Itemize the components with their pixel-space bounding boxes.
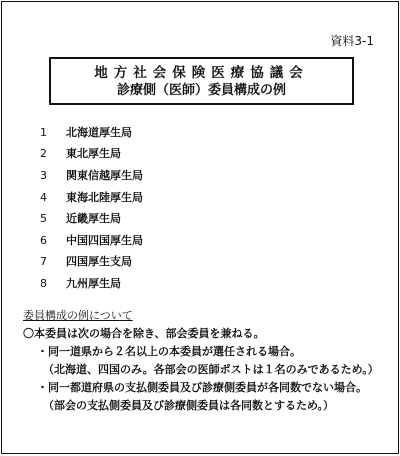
notes-bullet-2: ・同一都道府県の支払側委員及び診療側委員が各同数でない場合。 bbox=[37, 381, 367, 394]
item-number: 1 bbox=[40, 125, 47, 139]
list-item bbox=[40, 230, 143, 252]
item-number: 7 bbox=[40, 255, 47, 269]
item-name: 関東信越厚生局 bbox=[66, 168, 143, 182]
title-box bbox=[49, 57, 354, 105]
item-name: 九州厚生局 bbox=[66, 276, 121, 290]
title-line-2: 診療側（医師）委員構成の例 bbox=[116, 83, 286, 98]
bureau-list bbox=[40, 122, 143, 295]
list-item bbox=[40, 144, 143, 166]
title-line-1: 地方社会保険医療協議会 bbox=[94, 65, 309, 81]
notes-bullet-2-note: （部会の支払側委員及び診療側委員は各同数とするため。） bbox=[43, 399, 335, 412]
item-number: 6 bbox=[40, 233, 47, 247]
document-page bbox=[1, 1, 399, 454]
notes-bullet-1: ・同一道県から２名以上の本委員が選任される場合。 bbox=[37, 345, 301, 358]
list-item bbox=[40, 122, 143, 144]
item-number: 2 bbox=[40, 147, 47, 161]
notes-heading: 委員構成の例について bbox=[23, 309, 133, 322]
item-number: 4 bbox=[40, 190, 47, 204]
item-name: 近畿厚生局 bbox=[66, 212, 121, 226]
item-name: 四国厚生支局 bbox=[66, 255, 132, 269]
item-name: 北海道厚生局 bbox=[66, 125, 132, 139]
notes-main: 〇本委員は次の場合を除き、部会委員を兼ねる。 bbox=[23, 327, 265, 340]
item-name: 東北厚生局 bbox=[66, 147, 121, 161]
item-number: 5 bbox=[40, 212, 47, 226]
reference-label: 資料3-1 bbox=[330, 34, 374, 48]
notes-section bbox=[23, 307, 393, 415]
item-number: 8 bbox=[40, 276, 47, 290]
item-name: 東海北陸厚生局 bbox=[66, 190, 143, 204]
item-name: 中国四国厚生局 bbox=[66, 233, 143, 247]
list-item bbox=[40, 165, 143, 187]
item-number: 3 bbox=[40, 168, 47, 182]
notes-bullet-1-note: （北海道、四国のみ。各部会の医師ポストは１名のみであるため。） bbox=[43, 363, 379, 376]
list-item bbox=[40, 187, 143, 209]
list-item bbox=[40, 208, 143, 230]
list-item bbox=[40, 252, 143, 274]
list-item bbox=[40, 273, 143, 295]
